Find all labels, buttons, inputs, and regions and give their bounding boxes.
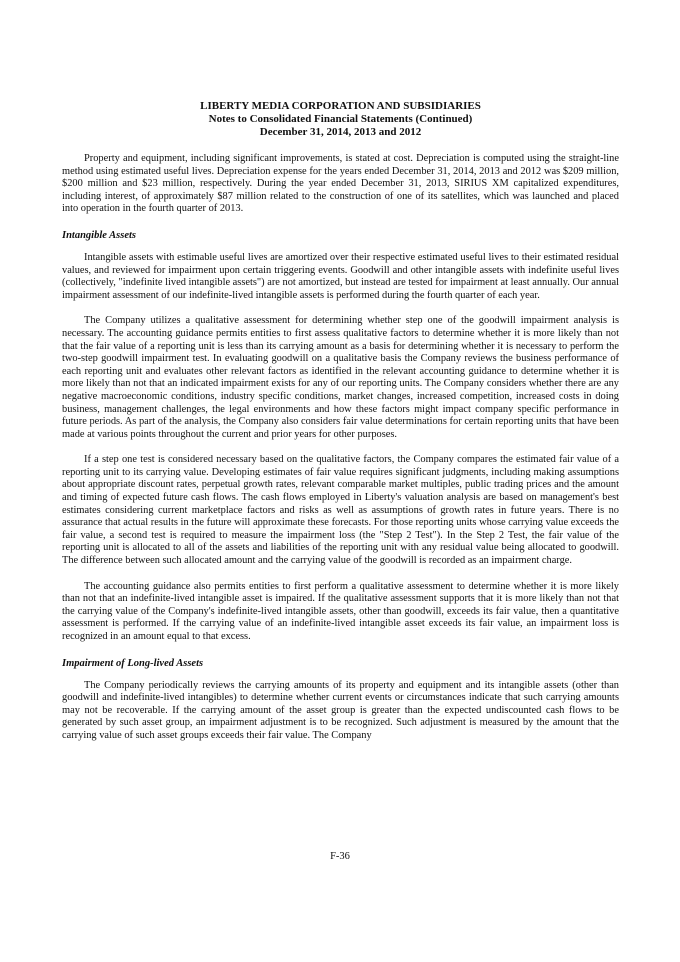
paragraph-indefinite-lived: The accounting guidance also permits entities to first perform a qualitative assessment to determine whether it is more likely than not that an indefinite-lived intangible asset is impaired. If the qualitative assessment supports that it is more likely than not that the carrying value of the Company's indefinite-lived intangible assets, other than goodwill, exceeds its fair value, then a quantitative assessment is performed. If the carrying value of an indefinite-lived intangible asset exceeds its fair value, an impairment loss is recognized in an amount equal to that excess. [62, 580, 619, 642]
document-period: December 31, 2014, 2013 and 2012 [259, 126, 422, 138]
paragraph-goodwill-qualitative: The Company utilizes a qualitative assessment for determining whether step one of the goodwill impairment analysis is necessary. The accounting guidance permits entities to first assess qualitative factors to determine whether it is more likely than not that the fair value of a reporting unit is less than its carrying amount as a basis for determining whether it is necessary to perform the two-step goodwill impairment test. In evaluating goodwill on a qualitative basis the Company reviews the business performance of each reporting unit and evaluates other relevant factors as identified in the relevant accounting guidance to determine whether it is more likely than not that an indicated impairment exists for any of our reporting units. The Company considers whether there are any negative macroeconomic conditions, industry specific conditions, market changes, increased competition, increased costs in doing business, management challenges, the legal environments and how these factors might impact company specific performance in future periods. As part of the analysis, the Company also considers fair value determinations for certain reporting units that have been made at various points throughout the current and prior years for other purposes. [62, 315, 619, 440]
paragraph-long-lived-review: The Company periodically reviews the carrying amounts of its property and equipment and its intangible assets (other than goodwill and indefinite-lived intangibles) to determine whether current events or circumstances indicate that such carrying amounts may not be recoverable. If the carrying amount of the asset group is greater than the expected undiscounted cash flows to be generated by such asset group, an impairment adjustment is to be recognized. Such adjustment is measured by the amount that the carrying value of such asset groups exceeds their fair value. The Company [62, 679, 619, 741]
paragraph-intangible-amortization: Intangible assets with estimable useful lives are amortized over their respective estimated useful lives to their estimated residual values, and reviewed for impairment upon certain triggering events. Goodwill and other intangible assets with indefinite useful lives (collectively, "indefinite lived intangible assets") are not amortized, but instead are tested for impairment at least annually. Our annual impairment assessment of our indefinite-lived intangible assets is performed during the fourth quarter of each year. [62, 251, 619, 301]
document-header [62, 100, 619, 139]
page-number: F-36 [330, 851, 350, 862]
section-heading-impairment: Impairment of Long-lived Assets [62, 657, 204, 669]
document-title: Notes to Consolidated Financial Statements (Continued) [208, 113, 473, 125]
paragraph-property-equipment: Property and equipment, including significant improvements, is stated at cost. Depreciation is computed using the straight-line method using estimated useful lives. Depreciation expense for the years ended December 31, 2014, 2013 and 2012 was $209 million, $200 million and $23 million, respectively. During the year ended December 31, 2013, SIRIUS XM capitalized expenditures, including interest, of approximately $87 million related to the construction of one of its satellites, which was launched and placed into operation in the fourth quarter of 2013. [62, 153, 619, 215]
document-page [62, 100, 619, 756]
paragraph-step-one-test: If a step one test is considered necessary based on the qualitative factors, the Company compares the estimated fair value of a reporting unit to its carrying value. Developing estimates of fair value requires significant judgments, including making assumptions about appropriate discount rates, perpetual growth rates, relevant comparable market multiples, public trading prices and the amount and timing of expected future cash flows. The cash flows employed in Liberty's valuation analysis are based on management's best estimates considering current marketplace factors and risks as well as assumptions of growth rates in future years. There is no assurance that actual results in the future will approximate these forecasts. For those reporting units whose carrying value exceeds the fair value, a second test is required to measure the impairment loss (the "Step 2 Test"). In the Step 2 Test, the fair value of the reporting unit is allocated to all of the assets and liabilities of the reporting unit with any residual value being allocated to goodwill. The difference between such allocated amount and the carrying value of the goodwill is recorded as an impairment charge. [62, 454, 619, 567]
section-heading-intangible-assets: Intangible Assets [62, 229, 137, 241]
company-name: LIBERTY MEDIA CORPORATION AND SUBSIDIARIES [200, 100, 481, 112]
